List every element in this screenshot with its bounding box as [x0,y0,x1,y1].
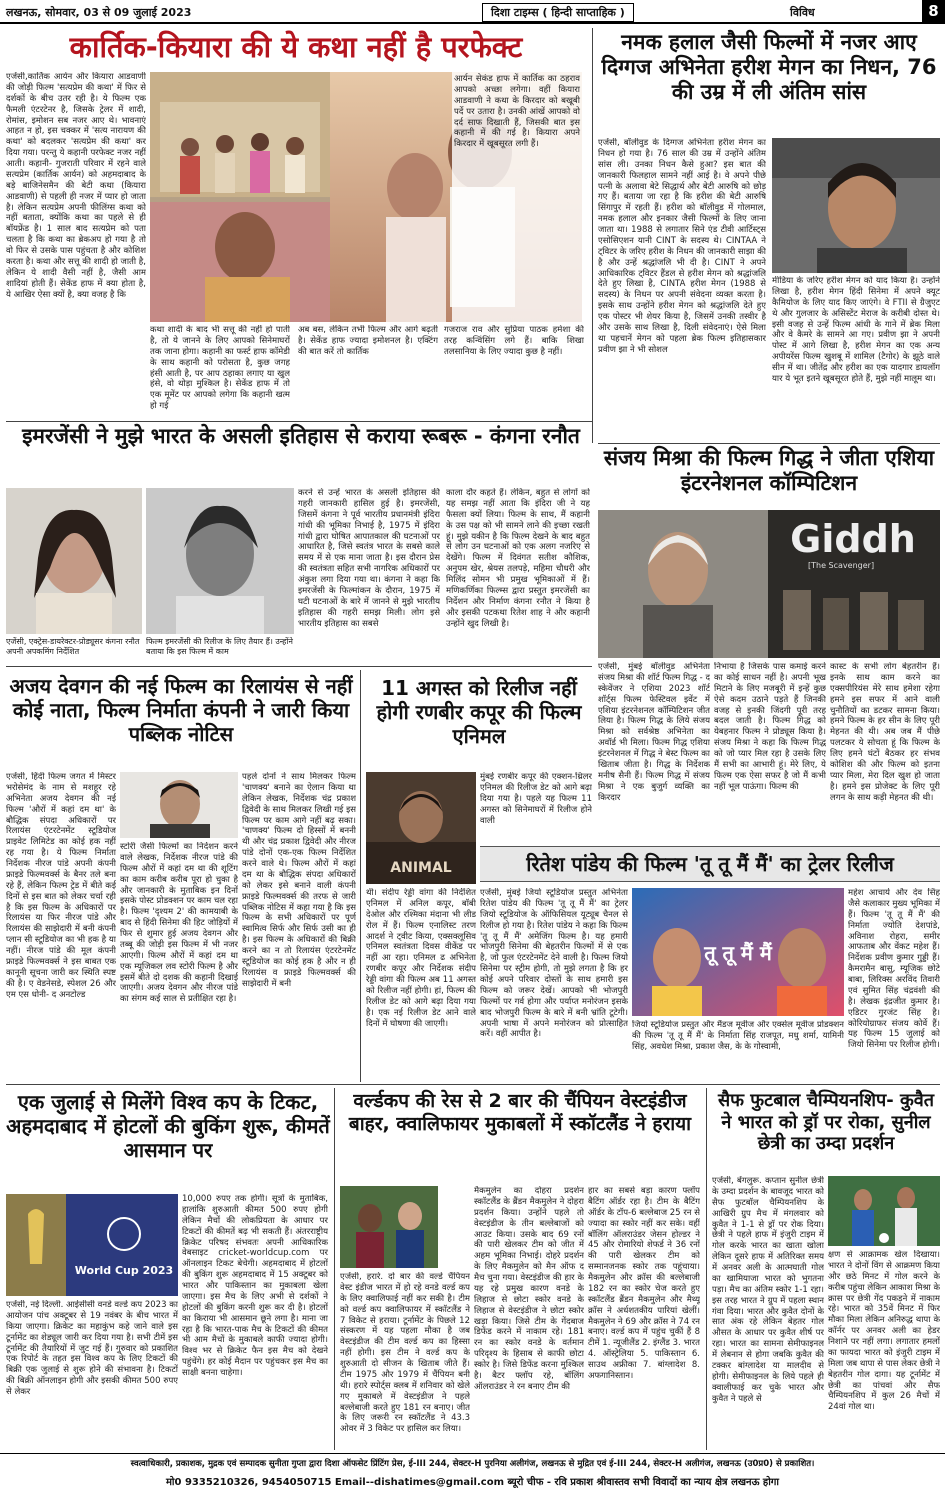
article2-headline: नमक हलाल जैसी फिल्मों में नजर आए दिग्गज अभिनेता हरीश मेगन का निधन, 76 की उम्र में ली अंतिम सांस [601,30,937,105]
wc-label: World Cup 2023 [74,1264,174,1277]
section-divider [6,421,592,422]
article3-col1: करने से उन्हें भारत के असली इतिहास की गहरी जानकारी हासिल हुई है। इमरजेंसी, जिसमें कंगना ने पूर्व भारतीय प्रधानमंत्री इंदिरा गांधी की भूमिका निभाई है, 1975 में इंदिरा गांधी द्वारा घोषित आपातकाल की घटनाओं पर आधारित है, जिसे स्वतंत्र भारत के सबसे काले समय में से एक माना जाता है। इस दौरान प्रेस की स्वतंत्रता सहित सभी नागरिक अधिकारों पर अंकुश लगा दिया गया था। कंगना ने कहा कि इमरजेंसी के फिल्मांकन के दौरान, 1975 में घटी घटनाओं के बारे में जानने से मुझे भारतीय इतिहास की गहरी समझ मिली। लोग इसे भारतीय इतिहास का सबसे [298,488,440,629]
page-header [0,0,945,24]
article4-col2: निभाया है जिसके पास कमाई करने का कोई साधन नहीं है। अपनी भूख मिटाने के लिए मजबूरी में इन्हें कुछ ऐसे कदम उठाने पड़ते हैं जिनकी वजह से इनकी जिंदगी पूरी तरह बदल जाती है। फिल्म गिद्ध को येबहनार फिल्म ने प्रोड्यूस किया है। संजय मिश्रा ने कहा कि फिल्म गिद्ध को जो प्यार मिल रहा है उसके लिए मैं सभी का आभारी हूं। मेरे लिए, ये फिल्म एक ऐसा सफर है जो मैं कभी नहीं भूल पाऊंगा। फिल्म की [714,662,826,792]
article10-photo [828,1176,940,1246]
article7-col2: जियो स्टूडियोज प्रस्तुत और मैंडज मूवीज और एक्सेल मूवीज प्रोडक्शन की फिल्म 'तू तू मैं मैं' के निर्माता सिंह राजपूत, मधु शर्मा, यामिनी सिंह, अवधेश मिश्रा, प्रकाश जैस, के के गोस्वामी, [632,1020,844,1052]
article6-headline: 11 अगस्त को रिलीज नहीं होगी रणबीर कपूर की फिल्म एनिमल [376,676,582,748]
article9-col1: एजेंसी, हरारे. दो बार की वर्ल्ड चैंपियन वेस्ट इंडीज भारत में हो रहे वनडे वर्ल्ड कप के लिए क्वालिफाई नहीं कर सकी है। टीम को वर्ल्ड कप क्वालिफायर में स्कॉटलैंड ने 7 विकेट से हराया। टूर्नामेंट के पिछले 12 संस्करण में यह पहला मौका है जब वेस्टइंडीज की टीम वर्ल्ड कप का हिस्सा नहीं होगी। इस टीम ने वर्ल्ड कप के शुरुआती दो सीजन के खिताब जीते हैं। टीम 1975 और 1979 में चैंपियन बनी थी। हरारे स्पोर्ट्स क्लब में शनिवार को खेले गए मुकाबले में वेस्टइंडीज ने पहले बल्लेबाजी करते हुए 181 रन बनाए। जीत के लिए जरूरी रन स्कॉटलैंड ने 43.3 ओवर में 3 विकेट पर हासिल कर लिया। [340,1272,470,1435]
article4-col3: कास्ट के सभी लोग बेहतरीन हैं। इनके साथ काम करने का एक्सपीरियंस मेरे साथ हमेशा रहेगा हमने इस सफर में आने वाली चुनौतियों का डटकर सामना किया। हमने फिल्म के हर सीन के लिए पूरी मेहनत की थी। अब जब मैं पीछे पलटकर ये सोचता हूं कि फिल्म के लिए हमने घंटों बैठकर हर संभव कोशिश की और फिल्म को इतना प्यार मिला, मेरा दिल खुश हो जाता है। हमने इस प्रोजेक्ट के लिए पूरी लगन के साथ कड़ी मेहनत की थी। [830,662,940,803]
page-number: 8 [922,0,945,22]
section-name: विविध [790,6,815,19]
article5-col2: स्टोरी जैसी फिल्मों का निर्देशन करने वाले लेखक, निर्देशक नीरज पांडे की फिल्म औरों में कहां दम था की शूटिंग का काम करीब करीब पूरा हो चुका है और जानकारी के मुताबिक इन दिनों इसके पोस्ट प्रोडक्शन पर काम चल रहा है। फिल्म 'दृश्यम 2' की कामयाबी के बाद से हिंदी सिनेमा की हिट जोड़ियों में फिर से शुमार हुई अजय देवगन और तब्बू की जोड़ी इस फिल्म में भी नजर आएगी। फिल्म औरों में कहां दम था एक म्यूजिकल लव स्टोरी फिल्म है और इसमें बीते दो दशक की कहानी दिखाई जाएगी। अजय देवगन और नीरज पांडे का संगम कई साल से प्रतीक्षित रहा है। [120,842,238,1005]
article1-col5: गजराज राव और सुप्रिया पाठक हमेशा की तरह कन्विंसिंग लगे हैं। बाकि शिखा तलसानिया के लिए ज्यादा कुछ है नहीं। [444,325,584,357]
article5-photo [120,772,238,838]
column-divider [334,1088,335,1450]
tutu-poster-title: तू तू मैं मैं [704,941,772,965]
article3-caption2: फिल्म इमरजेंसी की रिलीज के लिए तैयार हैं। उन्होंने बताया कि इस फिल्म में काम [146,637,293,656]
article1-col4: आर्यन सेकंड हाफ में कार्तिक का ठहराव आपको अच्छा लगेगा। वहीं कियारा आडवाणी ने कथा के किरदार को बखूबी पर्दे पर उतारा है। उनकी आंखें आपको वो दर्द साफ दिखाती हैं, जिसकी बात इस कहानी में की गई है। कियारा अपने किरदार में खूबसूरत लगी हैं। [452,72,582,322]
article6-col2: थी। संदीप रेड्डी वांगा की निर्देशित एनिमल में अनिल कपूर, बॉबी देओल और रश्मिका मंदाना भी लीड रोल में हैं। फिल्म एनालिस्ट तरण आदर्श ने ट्वीट किया, एक्सक्लूसिव एनिमल स्वतंत्रता दिवस वीकेंड पर नहीं आ रहा। एनिमल ढ अभिनेता रणबीर कपूर और निर्देशक संदीप रेड्डी वांगा की फिल्म अब 11 अगस्त को रिलीज नहीं होगी। हां, फिल्म की रिलीज डेट को आगे बढ़ा दिया गया है। एक नई रिलीज डेट आने वाले दिनों में घोषणा की जाएगी। [366,888,476,1029]
article7-poster [632,888,844,1016]
article4-col1: एजेंसी, मुंबई बॉलीवुड अभिनेता संजय मिश्रा की शॉर्ट फिल्म गिद्ध - द स्केवेंजर ने एशिया 2023 शॉर्ट शॉर्ट्स फिल्म फेस्टिवल इवेंट में एशिया इंटरनेशनल कॉम्पिटिशन जीत लिया है। फिल्म गिद्ध के लिये संजय मिश्रा को सर्वश्रेष्ठ अभिनेता का अवॉर्ड भी मिला। फिल्म गिद्ध एशिया इंटरनेशनल में गिद्ध ने बेस्ट फिल्म का खिताब जीता है। गिद्ध के निर्देशक मनीष सैनी हैं। फिल्म गिद्ध में संजय मिश्रा ने एक बुजुर्ग व्यक्ति का किरदार [598,662,710,803]
article10-col1: एजेंसी, बेंगलुरू. कप्तान सुनील छेत्री के उम्दा प्रदर्शन के बावजूद भारत को सैफ फुटबॉल चैम्पियनशिप के आखिरी ग्रुप मैच में मंगलवार को कुवैत ने 1-1 से ड्रॉ पर रोक दिया। छेत्री ने पहले हाफ में इंजुरी टाइम में गोल करके भारत का खाता खोला लेकिन दूसरे हाफ में अतिरिक्त समय में अनवर अली के आत्मघाती गोल का खामियाजा भारत को भुगतना पड़ा। मैच का अंतिम स्कोर 1-1 रहा। इस तरह भारत ने ग्रुप में पहला स्थान गंवा दिया। भारत और कुवैत दोनों के सात अंक रहे लेकिन बेहतर गोल औसत के आधार पर कुवैत शीर्ष पर रहा। भारत का सामना सेमीफाइनल में लेबनान से होगा जबकि कुवैत की टक्कर बांग्लादेश या मालदीव से होगी। सेमीफाइनल के लिये पहले ही क्वालीफाई कर चुके भारत और कुवैत ने पहले से [712,1176,824,1404]
article9-photo [340,1186,438,1268]
article1-col2: कथा शादी के बाद भी सत्तू की नहीं हो पाती है, तो ये जानने के लिए आपको सिनेमाघरों तक जाना होगा। कहानी का फर्स्ट हाफ कॉमेडी के साथ कहानी को परोसता है, कुछ जगह हंसी आती है, पर आप ठहाका लगाए या खुल हंसे, वो थोड़ा मुश्किल है। सेकेंड हाफ में तो एक मूमेंट पर आपको लगेगा कि कहानी खत्म हो गई [150,325,290,412]
column-divider [706,1088,707,1450]
section-divider [6,1084,940,1085]
article3-caption1: एजेंसी, एक्ट्रेस-डायरेक्टर-प्रोड्यूसर कंगना रनौत अपनी अपकमिंग निर्देशित [6,637,140,656]
article3-headline: इमरजेंसी ने मुझे भारत के असली इतिहास से कराया रूबरू - कंगना रनौत [22,424,580,448]
article10-headline: सैफ फुटबाल चैम्पियनशिप- कुवैत ने भारत को ड्रॉ पर रोका, सुनील छेत्री का उम्दा प्रदर्शन [717,1090,935,1155]
animal-poster-title: ANIMAL [390,860,452,876]
section-divider [6,666,592,667]
article9-headline: वर्ल्डकप की रेस से 2 बार की चैंपियन वेस्टइंडीज बाहर, क्वालिफायर मुकाबलों में स्कॉटलैंड ने हराया [348,1090,692,1135]
article7-col3: महेश आचार्य और देव सिंह जैसे कलाकार मुख्य भूमिका में हैं। फिल्म 'तू तू मैं मैं' की निर्माता ज्योति देशपांडे, अविनाश रोहरा, समीर आफताब और वेंकट महेश हैं। निर्देशक प्रवीण कुमार गुड्डी हैं। कैमरामैन बासु, म्यूजिक छोटे बाबा, लिरिक्स अरविंद तिवारी एवं सुमित सिंह चंद्रवंशी की है। लेखक इंद्रजीत कुमार है। एडिटर गुरजंट सिंह है। कोरियोग्राफर संजय कोर्वे हैं। यह फिल्म 15 जुलाई को जियो सिनेमा पर रिलीज होगी। [848,888,940,1051]
article4-headline: संजय मिश्रा की फिल्म गिद्ध ने जीता एशिया इंटरनेशनल कॉम्पिटिशन [603,446,935,496]
article1-col3: अब बस, लेकिन तभी फिल्म और आगे बढ़ती है। सेकेंड हाफ ज्यादा इमोशनल है। एक्टिंग की बात करें तो कार्तिक [298,325,438,357]
article9-col3: हार का सबसे बड़ा कारण फ्लॉप बैटिंग ऑर्डर रहा है। टीम के बैटिंग ऑर्डर के टॉप-6 बल्लेबाज 25 रन से ज्यादा का स्कोर नहीं कर सके। वहीं बॉलिंग ऑलराउंडर जेसन होल्डर ने 45 और रोमारियो शेफर्ड ने 36 रनों की पारी खेलकर टीम को सम्मानजनक स्कोर तक पहुंचाया। मैकमुलेन और क्रॉस की बल्लेबाजी 182 रन का स्कोर चेज करते हुए स्कॉटलैंड ब्रैंडन मैकमुलेन और मैथ्यू क्रॉस ने अर्धशतकीय पारियां खेलीं। मैकमुलेन ने 69 और क्रॉस ने 74 रन बनाए। वर्ल्ड कप में पहुंच चुकीं हैं 8 टीमें 1. न्यूजीलैंड 2. इंग्लैंड 3. भारत 4. ऑस्ट्रेलिया 5. पाकिस्तान 6. साउथ अफ्रीका 7. बांग्लादेश 8. अफगानिस्तान। [588,1186,700,1381]
article1-col1: एजेंसी,कार्तिक आर्यन और कियारा आडवाणी की जोड़ी फिल्म 'सत्यप्रेम की कथा' में फिर से दर्शकों के बीच उतर रही है। ये फिल्म एक फैमली एंटरटेनर है, जिसके ट्रेलर में शादी, रोमांस, इमोशन सब नजर आए थे। भावनाएं आहत न हो, इस चक्कर में 'सत्य नारायण की कथा' को बदलकर 'सत्यप्रेम की कथा' कर दिया गया। परन्तु ये कहानी परफेक्ट नजर नहीं आती। कहानी- गुजराती परिवार में रहने वाले सत्यप्रेम (कार्तिक आर्यन) को अहमदाबाद के बड़े बाजिनेसमैन की बेटी कथा (कियारा आडवाणी) से पहली ही नजर में प्यार हो जाता है। लेकिन सत्यप्रेम अपनी फीलिंग्स कथा को नहीं बताता, क्योंकि कथा का पहले से ही बॉयफ्रेंड है। 1 साल बाद सत्यप्रेम को पता चलता है कि कथा का ब्रेकअप हो गया है तो वो फिर से उसके पास पहुंचता है और कोशिश करता है। कथा और सत्तू की शादी हो जाती है, लेकिन ये शादी वैसी नहीं है, जैसी आम शादियां होती हैं। सेकेंड हाफ में क्या होता है, ये आखिर ऐसा क्यों है, क्या वजह है कि [6,72,146,300]
article2-photo [772,138,940,273]
column-divider [592,28,593,443]
issue-date: लखनऊ, सोमवार, 03 से 09 जुलाई 2023 [6,6,192,19]
article5-col1: एजेंसी, हिंदी फिल्म जगत में मिस्टर भरोसेमंद के नाम से मशहूर रहे अभिनेता अजय देवगन की नई फिल्म 'औरों में कहां दम था' के बौद्धिक संपदा अधिकारों पर रिलायंस एंटरटेनमेंट स्टूडियोज प्राइवेट लिमिटेड का कोई हक नहीं रह गया है। ये फिल्म निर्माता निर्देशक नीरज पांडे अपनी कंपनी फ्राइडे फिल्मवर्क्स के बैनर तले बना रहे हैं, लेकिन फिल्म ट्रेड में बीते कई दिनों से इस बात को लेकर चर्चा रही है कि इस फिल्म के अधिकारों पर रिलायंस या फिर नीरज पांडे और रिलायंस की साझेदारी में बनी कंपनी प्लान सी स्टूडियोज का भी हक है या नहीं। नीरज पांडे की मूल कंपनी फ्राइडे फिल्मवर्क्स ने इस बाबत एक कानूनी सूचना जारी कर स्थिति स्पष्ट की है। ए वेडनेसडे, स्पेशल 26 और एम एस धोनी- द अनटोल्ड [6,772,116,1000]
article7-headline: रितेश पांडेय की फिल्म 'तू तू मैं मैं' का ट्रेलर रिलीज [526,852,894,876]
imprint-footer [0,1453,945,1491]
masthead: दिशा टाइम्स ( हिन्दी साप्ताहिक ) [482,3,634,22]
article5-col3: पहले दोनों ने साथ मिलकर फिल्म 'चाणक्य' बनाने का ऐलान किया था लेकिन लेखक, निर्देशक चंद्र प्रकाश द्विवेदी के साथ मिलकर लिखी गई इस फिल्म पर काम आगे नहीं बढ़ सका। 'चाणक्य' फिल्म दो हिस्सों में बननी थी और चंद्र प्रकाश द्विवेदी और नीरज पांडे दोनों एक-एक फिल्म निर्देशित करने वाले थे। फिल्म औरों में कहां दम था के बौद्धिक संपदा अधिकारों को लेकर इसे बनाने वाली कंपनी फ्राइडे फिल्मवर्क्स की तरफ से जारी पब्लिक नोटिस में कहा गया है कि इस फिल्म के सभी अधिकारों पर पूर्ण स्वामित्व सिर्फ और सिर्फ उसी का ही है। इस फिल्म के अधिकारों की बिक्री करने का न तो रिलायंस एंटरटेनमेंट स्टूडियोज का कोई हक है और न ही रिलायंस व फ्राइडे फिल्मवर्क्स की साझेदारी में बनी [242,772,356,989]
article9-col2: मैकमुलेन का दोहरा प्रदर्शन स्कॉटलैंड के ब्रैंडन मैकमुलेन ने दोहरा प्रदर्शन किया। उन्होंने पहले तो वेस्टइंडीज के तीन बल्लेबाजों को आउट किया। उसके बाद 69 रनों की पारी खेलकर टीम को जीत में अहम भूमिका निभाई। दोहरे प्रदर्शन के लिए मैकमुलेन को मैन ऑफ द मैच चुना गया। वेस्टइंडीज की हार के यह रहे प्रमुख कारण वनडे के लिहाज से छोटा स्कोर वनडे के लिहाज से वेस्टइंडीज ने छोटा स्कोर खड़ा किया। जिसे टीम के गेंदबाज डिफेंड करने में नाकाम रहे। 181 रन का स्कोर वनडे के वर्तमान परिदृश्य के हिसाब से काफी छोटा स्कोर है। जिसे डिफेंड करना मुश्किल है। बैटर फ्लॉप रहे, बॉलिंग ऑलराउंडर ने रन बनाए टीम की [474,1186,584,1392]
article4-poster [598,510,940,658]
poster-subtitle: [The Scavenger] [808,561,875,570]
article3-photo-kangana [6,488,142,634]
article8-col1: एजेंसी, नई दिल्ली. आईसीसी वनडे वर्ल्ड कप 2023 का आयोजन पांच अक्टूबर से 19 नवंबर के बीच भारत में किया जाएगा। क्रिकेट का महाकुंभ कहे जाने वाले इस टूर्नामेंट का शेड्यूल जारी कर दिया गया है। सभी टीमें इस टूर्नामेंट की तैयारियों में जुट गई हैं। गुरुवार को प्रकाशित एक रिपोर्ट के तहत इस विश्व कप के लिए टिकटों की बिक्री एक जुलाई से शुरू होने की संभावना है। टिकटों की बिक्री ऑनलाइन होगी और इसकी कीमत 500 रुपए से लेकर [6,1300,178,1397]
article3-photo-indira [146,488,294,634]
article6-col1: मुंबई रणबीर कपूर की एक्शन-थ्रिलर एनिमल की रिलीज डेट को आगे बढ़ा दिया गया है। पहले यह फिल्म 11 अगस्त को सिनेमाघरों में रिलीज होने वाली [480,772,592,826]
poster-title: Giddh [790,517,916,561]
article10-col2: क्षण से आक्रामक खेल दिखाया। भारत ने दोनों विंग से आक्रमण किया और छठे मिनट में गोल करने के करीब पहुंचा लेकिन आकाश मिश्रा के क्रास पर छेत्री गेंद पकड़ने में नाकाम रहे। भारत को 35वें मिनट में फिर मौका मिला लेकिन अनिरुद्ध थापा के कॉर्नर पर अनवर अली का हेडर निशाने पर नहीं लगा। लगातार हमलों का फायदा भारत को इंजुरी टाइम में मिला जब थापा से पास लेकर छेत्री ने बेहतरीन गोल दागा। यह टूर्नामेंट में छेत्री का पांचवां और सैफ चैम्पियनशिप में कुल 26 मैचों में 24वां गोल था। [828,1250,940,1413]
article1-headline: कार्तिक-कियारा की ये कथा नहीं है परफेक्ट [69,30,523,64]
column-divider [360,670,361,1082]
imprint-line: स्वत्वाधिकारी, प्रकाशक, मुद्रक एवं सम्पादक सुनीता गुप्ता द्वारा दिशा ऑफसेट प्रिंटिंग प्रेस, ई-III 244, सेक्टर-H पुरनिया अलीगंज, लखनऊ से मुद्रित एवं ई-III 244, सेक्टर-H अलीगंज, लखनऊ (उ0प्र0) से प्रकाशित। [130,1459,815,1469]
article2-col1: एजेंसी, बॉलीवुड के दिग्गज अभिनेता हरीश मेगन का निधन हो गया है। 76 साल की उम्र में उन्होंने अंतिम सांस ली। उनका निधन कैसे हुआ? इस बात की जानकारी फिलहाल सामने नहीं आई है। वे अपने पीछे पत्नी के अलावा बेटे सिद्धार्थ और बेटी आरुषि को छोड़ गए हैं। बताया जा रहा है कि हरीश की बेटी आरुषि सिंगापुर में रहती हैं। हरीश को बॉलीवुड में गोलमाल, नमक हलाल और इनकार जैसी फिल्मों के लिए जाना जाता था। 1988 से लगातार सिने एंड टीवी आर्टिस्ट्स एसोसिएशन यानी CINT के सदस्य थे। CINTAA ने ट्विटर के जरिए हरीश के निधन की जानकारी साझा की है और उन्हें श्रद्धांजलि भी दी है। CINT ने अपने आधिकारिक ट्विटर हैंडल से हरीश मेगन को श्रद्धांजलि देते हुए लिखा है, CINTA हरीश मेगन (1988 से सदस्य) के निधन पर अपनी संवेदना व्यक्त करता है। इसके साथ उन्होंने हरीश मेगन को श्रद्धांजलि देते हुए एक पोस्टर भी शेयर किया है, जिसमें उनकी तस्वीर है और उसके साथ लिखा है, दिली संवेदनाएं। ऐसे मिला था पहचानें मेगन को पहला ब्रेक फिल्म इतिहासकार प्रवीण झा ने भी सोशल [598,138,766,355]
article8-headline: एक जुलाई से मिलेंगे विश्व कप के टिकट, अहमदाबाद में होटलों की बुकिंग शुरू, कीमतें आसमान पर [6,1090,330,1162]
article6-poster [366,772,476,884]
article2-col2: मीडिया के जरिए हरीश मेगन को याद किया है। उन्होंने लिखा है, हरीश मेगन हिंदी सिनेमा में अपने क्यूट कैमियोज के लिए याद किए जाएंगे। वे FTII से ग्रैजुएट थे और गुलजार के असिस्टेंट मेराज के करीबी दोस्त थे। इसी वजह से उन्हें फिल्म आंधी के गाने में ब्रेक मिला और वे कैमरे के सामने आ गए। प्रवीण झा ने अपनी पोस्ट में आगे लिखा है, हरीश मेगन का एक अन्य अपीयरेंस फिल्म खुशबू में शामिल (टैगोर) के झूठे वाले सीन में था। जीतेंद्र और हरीश का एक यादगार डायलॉग यार ये भूत इतने खूबसूरत होते हैं, मुझे नहीं मालूम था। [772,276,940,384]
article5-headline: अजय देवगन की नई फिल्म का रिलायंस से नहीं कोई नाता, फिल्म निर्माता कंपनी ने जारी किया पब्लिक नोटिस [9,674,353,746]
section-divider [598,443,940,444]
contact-line: मो0 9335210326, 9454050715 Email--dishatimes@gmail.com ब्यूरो चीफ - रवि प्रकाश श्रीवास्तव सभी विवादों का न्याय क्षेत्र लखनऊ होगा [165,1477,780,1488]
article8-col2: 10,000 रुपए तक होगी। सूत्रों के मुताबिक, हालांकि शुरुआती कीमत 500 रुपए होगी लेकिन मैचों की लोकप्रियता के आधार पर टिकटों की कीमतें बढ़ भी सकती हैं। अंतरराष्ट्रीय क्रिकेट परिषद संभवतः अपनी आधिकारिक वेबसाइट cricket-worldcup.com पर ऑनलाइन टिकट बेचेगी। अहमदाबाद में होटलों की बुकिंग शुरू अहमदाबाद में 15 अक्टूबर को भारत और पाकिस्तान का मुकाबला खेला जाएगा। इस मैच के लिए अभी से दर्शकों ने होटलों की बुकिंग करनी शुरू कर दी है। होटलों का किराया भी आसमान छूने लगा है। माना जा रहा है कि भारत-पाक मैच के टिकटों की कीमत भी आम मैचों के मुकाबले काफी ज्यादा होगी। विश्व भर से क्रिकेट फैन इस मैच को देखने पहुंचेंगे। हर कोई मैदान पर पहुंचकर इस मैच का साक्षी बनना चाहेगा। [182,1194,328,1378]
article8-wc-graphic [6,1194,178,1296]
article7-col1: एजेंसी, मुंबई जियो स्टूडियोज प्रस्तुत अभिनेता रितेश पांडेय की फिल्म 'तू तू मैं मैं' का ट्रेलर जियो स्टूडियोज के ऑफिसियल यूट्यूब चैनल से रिलीज हो गया है। रितेश पांडेय ने कहा कि फिल्म 'तू तू मैं मैं' अमेजिंग फिल्म है। यह हमारी भोजपुरी सिनेमा की बेहतरीन फिल्मों में से एक है, जो फुल एंटरटेनमेंट देने वाली है। फिल्म जियो सिनेमा पर स्ट्रीम होगी, तो मुझे लगता है कि हर कोई अपने परिवार दोस्तों के साथ हमारी इस फिल्म को जरूर देखें। आपको भी भोजपुरी फिल्मों पर गर्व होगा और पर्याप्त मनोरंजन इसके बाद भोजपुरी फिल्म के बारे में बनी भ्रांति टूटेगी। अपनी भाषा में अपने मनोरंजन को प्रोत्साहित करें। वहीं आपीत है। [480,888,628,1040]
article3-col2: काला दौर कहते हैं। लेकिन, बहुत से लोगों को यह समझ नहीं आता कि इंदिरा जी ने यह फैसला क्यों लिया। फिल्म के साथ, मैं कहानी के उस पक्ष को भी सामने लाने की इच्छा रखती हूं। मुझे यकीन है कि फिल्म देखने के बाद बहुत से लोग उन घटनाओं को एक अलग नजरिए से देखेंगे। फिल्म में दिवंगत सतीश कौशिक, अनुपम खेर, श्रेयस तलपड़े, महिमा चौधरी और मिलिंद सोमन भी प्रमुख भूमिकाओं में हैं। मणिकर्णिका फिल्म्स द्वारा प्रस्तुत इमरजेंसी का निर्देशन और निर्माण कंगना रनौत ने किया है और इसकी पटकथा रितेश शाह ने और कहानी उन्होंने खुद लिखी है। [446,488,590,629]
